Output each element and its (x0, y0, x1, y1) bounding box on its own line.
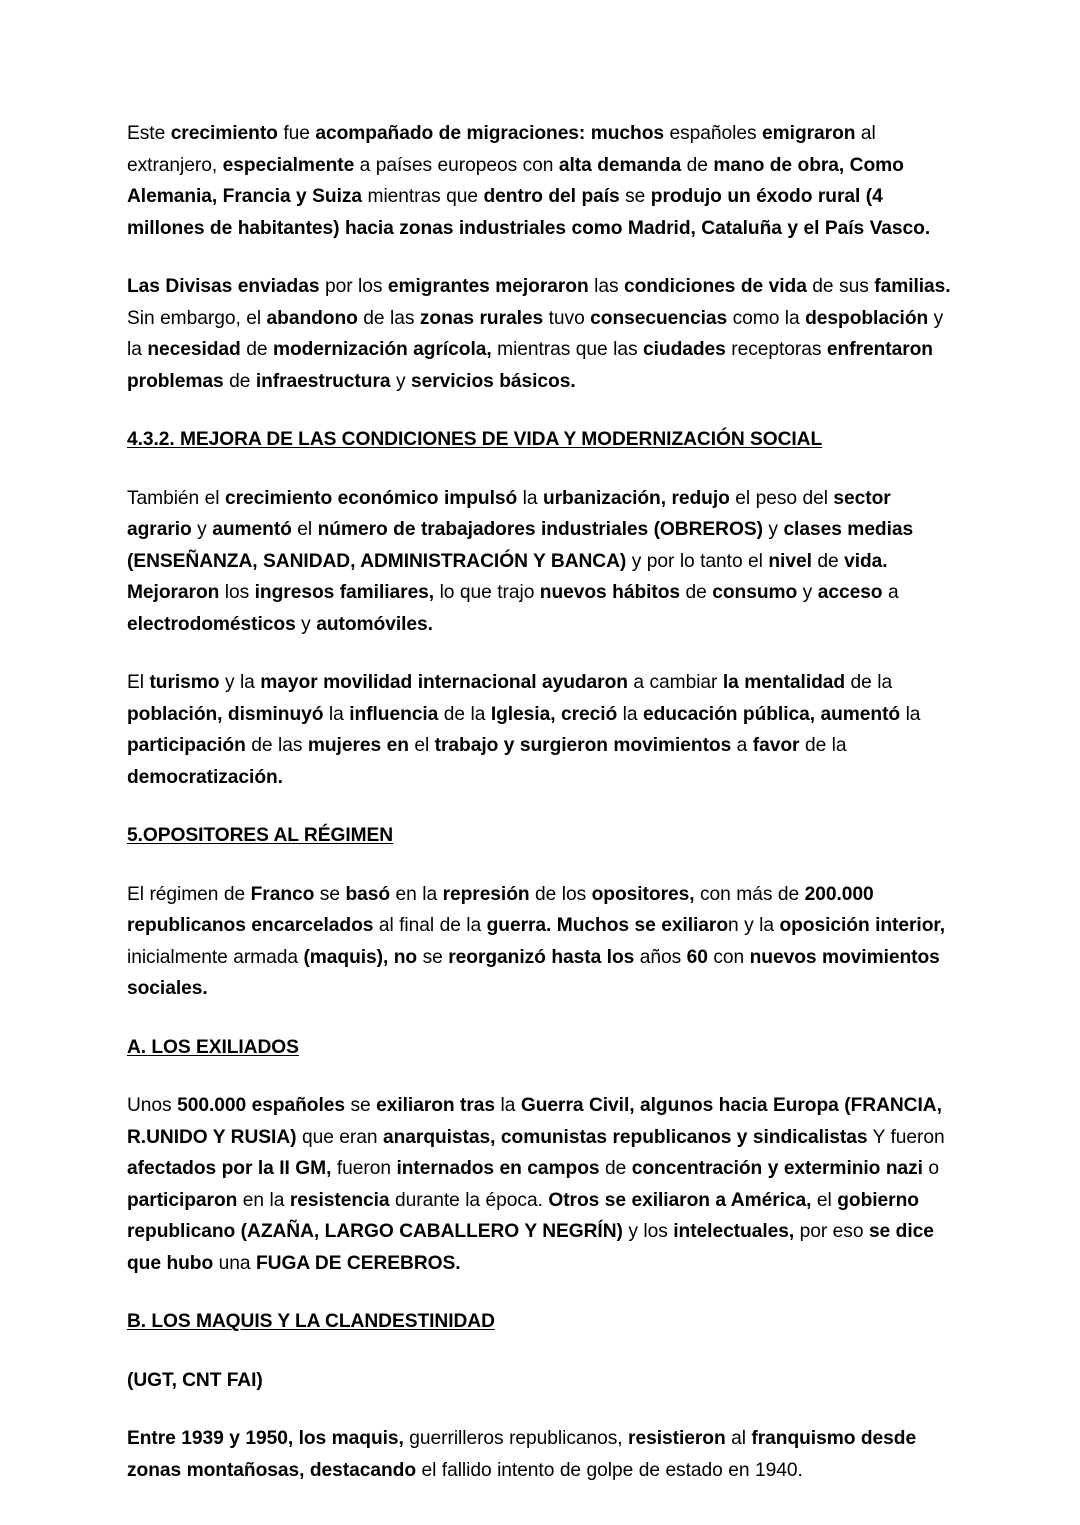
bold-run: dentro del país (483, 186, 620, 207)
bold-run: emigrantes mejoraron (387, 276, 589, 297)
bold-run: mano de obra, Como Alemania, Francia y Suiza (127, 154, 904, 207)
text-run: españoles (664, 123, 763, 144)
bold-run: favor (752, 735, 800, 756)
text-run: al final de la (373, 915, 487, 936)
text-run: y (390, 370, 411, 392)
text-run: de (680, 582, 713, 603)
paragraph (127, 483, 951, 641)
bold-run: gobierno republicano (AZAÑA, LARGO CABALLERO Y NEGRÍN) (127, 1189, 919, 1242)
text-run: se (619, 186, 651, 207)
bold-run: oposición interior, (779, 915, 946, 936)
bold-run: acompañado de migraciones: muchos (315, 123, 665, 144)
text-run: de (223, 370, 256, 392)
text-run: mientras que las (491, 339, 643, 360)
bold-run: familias. (874, 276, 951, 297)
bold-run: especialmente (222, 154, 355, 176)
bold-run: intelectuales, (673, 1221, 795, 1242)
bold-run: Las Divisas enviadas (127, 276, 320, 297)
text-run: de los (529, 883, 592, 905)
paragraph (127, 1090, 951, 1279)
bold-run: produjo un éxodo rural (4 millones de habitantes) hacia zonas industriales como Madrid, Cataluña y el País Vasco. (127, 186, 931, 239)
text-run: El (127, 672, 150, 693)
text-run: en la (390, 883, 443, 905)
bold-run: emigraron (762, 123, 856, 144)
text-run: de la (438, 703, 491, 725)
bold-run: reorganizó hasta los (448, 946, 635, 968)
text-run: de (681, 154, 714, 176)
text-run: inicialmente armada (127, 946, 304, 968)
text-run: la (495, 1095, 521, 1116)
bold-run: internados en campos (396, 1158, 600, 1179)
text-run: años (634, 946, 687, 968)
text-run: y la (219, 672, 261, 693)
text-run: o (922, 1158, 940, 1179)
bold-run: democratización. (127, 766, 283, 788)
text-run: y por lo tanto el (626, 550, 769, 572)
bold-run: Franco (250, 883, 315, 905)
bold-run: exiliaron tras (376, 1095, 496, 1116)
bold-run: basó (345, 883, 391, 905)
text-run: el (408, 735, 435, 756)
section-heading: B. LOS MAQUIS Y LA CLANDESTINIDAD (127, 1311, 495, 1332)
bold-run: nuevos hábitos (539, 582, 681, 603)
bold-run: Otros se exiliaron a América, (548, 1189, 812, 1211)
bold-run: consecuencias (590, 307, 728, 329)
text-run: Unos (127, 1095, 178, 1116)
text-run: mientras que (362, 186, 484, 207)
bold-run: influencia (349, 703, 439, 725)
bold-run: trabajo y surgieron movimientos (434, 735, 732, 756)
text-run: a (731, 735, 753, 756)
text-run: con (707, 946, 750, 968)
bold-run: urbanización, redujo (542, 487, 730, 509)
bold-run: guerra. Muchos se exiliaro (486, 915, 728, 936)
bold-run: se dice que hubo (127, 1221, 934, 1274)
bold-run: anarquistas, comunistas republicanos y sindicalistas (382, 1126, 868, 1148)
bold-run: Guerra Civil, algunos hacia Europa (FRANCIA, R.UNIDO Y RUSIA) (127, 1095, 942, 1148)
bold-run: (maquis), no (303, 946, 418, 968)
paragraph (127, 271, 951, 397)
text-run: y (191, 519, 213, 540)
text-run: al extranjero, (127, 123, 876, 176)
text-run: fue (277, 123, 316, 144)
paragraph (127, 118, 951, 244)
text-run: la (617, 703, 643, 725)
bold-run: crecimiento económico impulsó (224, 487, 518, 509)
text-run: la (517, 487, 543, 509)
text-run: de la (845, 672, 893, 693)
text-run: las (588, 276, 624, 297)
section-heading: 5.OPOSITORES AL RÉGIMEN (127, 825, 394, 846)
bold-run: Entre 1939 y 1950, los maquis, (127, 1428, 404, 1449)
bold-run: infraestructura (255, 370, 391, 392)
text-run: la (323, 703, 350, 725)
text-run: de las (357, 307, 420, 329)
bold-run: ingresos familiares, (254, 582, 435, 603)
bold-run: enfrentaron problemas (127, 339, 933, 392)
text-run: de (811, 550, 845, 572)
bold-run: clases medias (ENSEÑANZA, SANIDAD, ADMINISTRACIÓN Y BANCA) (127, 519, 914, 572)
bold-run: despoblación (805, 307, 929, 329)
text-run: durante la época. (389, 1189, 549, 1211)
text-run: y (797, 582, 818, 603)
bold-run: participaron (127, 1189, 238, 1211)
text-run: de la (799, 735, 847, 756)
text-run: a países europeos con (354, 154, 559, 176)
bold-run: condiciones de vida (623, 276, 807, 297)
text-run: los (219, 582, 255, 603)
text-run: Y fueron (867, 1126, 945, 1148)
bold-run: electrodomésticos (127, 613, 296, 635)
text-run: se (417, 946, 449, 968)
text-run: a (882, 582, 899, 603)
text-run: tuvo (543, 307, 591, 329)
bold-run: FUGA DE CEREBROS. (255, 1252, 461, 1274)
text-run: de (240, 339, 273, 360)
document-body (127, 118, 951, 1486)
bold-run: educación pública, aumentó (642, 703, 901, 725)
bold-run: modernización agrícola, (272, 339, 492, 360)
text-run: al (725, 1428, 752, 1449)
paragraph-subline: (UGT, CNT FAI) (127, 1369, 263, 1391)
paragraph (127, 667, 951, 793)
bold-run: nuevos movimientos sociales. (127, 946, 940, 999)
bold-run: consumo (712, 582, 798, 603)
bold-run: servicios básicos. (411, 370, 576, 392)
bold-run: vida. Mejoraron (127, 550, 888, 603)
bold-run: resistencia (289, 1189, 390, 1211)
text-run: en la (237, 1189, 290, 1211)
paragraph (127, 879, 951, 1005)
text-run: También el (127, 487, 225, 509)
bold-run: Iglesia, creció (490, 703, 618, 725)
bold-run: ciudades (643, 339, 726, 360)
text-run: de las (245, 735, 308, 756)
text-run: por los (319, 276, 388, 297)
bold-run: participación (127, 735, 246, 756)
bold-run: opositores, (591, 883, 695, 905)
paragraph (127, 1423, 951, 1486)
bold-run: zonas rurales (419, 307, 544, 329)
text-run: de (599, 1158, 632, 1179)
text-run: a cambiar (627, 672, 723, 693)
bold-run: 200.000 republicanos encarcelados (127, 883, 874, 936)
bold-run: nivel (768, 550, 812, 572)
text-run: y la (127, 307, 944, 360)
text-run: guerrilleros republicanos, (403, 1428, 629, 1449)
text-run: y (762, 519, 784, 540)
bold-run: la mentalidad (722, 672, 846, 693)
text-run: y los (622, 1221, 674, 1242)
text-run: el (811, 1189, 838, 1211)
bold-run: 500.000 españoles (177, 1095, 345, 1116)
bold-run: número de trabajadores industriales (OBREROS) (317, 519, 763, 540)
bold-run: acceso (817, 582, 883, 603)
text-run: por eso (794, 1221, 869, 1242)
text-run: y (295, 613, 317, 635)
bold-run: necesidad (147, 339, 241, 360)
text-run: se (344, 1095, 377, 1116)
bold-run: mayor movilidad internacional ayudaron (260, 672, 628, 693)
text-run: fueron (331, 1158, 397, 1179)
bold-run: afectados por la II GM, (127, 1158, 332, 1179)
bold-run: concentración y exterminio nazi (631, 1158, 923, 1179)
text-run: el fallido intento de golpe de estado en 1940. (416, 1459, 803, 1481)
text-run: El régimen de (127, 883, 251, 905)
text-run: el (291, 519, 318, 540)
text-run: Sin embargo, el (127, 307, 267, 329)
bold-run: crecimiento (170, 123, 278, 144)
section-heading: 4.3.2. MEJORA DE LAS CONDICIONES DE VIDA Y MODERNIZACIÓN SOCIAL (127, 429, 823, 450)
bold-run: mujeres en (307, 735, 409, 756)
bold-run: resistieron (628, 1428, 726, 1449)
text-run: Este (127, 123, 171, 144)
text-run: una (213, 1252, 256, 1274)
text-run: con más de (694, 883, 805, 905)
bold-run: aumentó (212, 519, 292, 540)
bold-run: franquismo desde zonas montañosas, destacando (127, 1428, 917, 1481)
section-heading: A. LOS EXILIADOS (127, 1036, 299, 1058)
text-run: se (314, 883, 346, 905)
text-run: de sus (806, 276, 875, 297)
text-run: lo que trajo (434, 582, 540, 603)
text-run: como la (727, 307, 806, 329)
bold-run: represión (442, 883, 530, 905)
text-run: el peso del (729, 487, 834, 509)
text-run: n y la (728, 915, 780, 936)
text-run: receptoras (725, 339, 827, 360)
bold-run: alta demanda (558, 154, 682, 176)
bold-run: abandono (266, 307, 358, 329)
bold-run: automóviles. (316, 613, 433, 635)
text-run: la (900, 703, 921, 725)
bold-run: 60 (686, 946, 708, 968)
bold-run: sector agrario (127, 487, 891, 540)
bold-run: población, disminuyó (127, 703, 324, 725)
text-run: que eran (296, 1126, 383, 1148)
bold-run: turismo (149, 672, 220, 693)
